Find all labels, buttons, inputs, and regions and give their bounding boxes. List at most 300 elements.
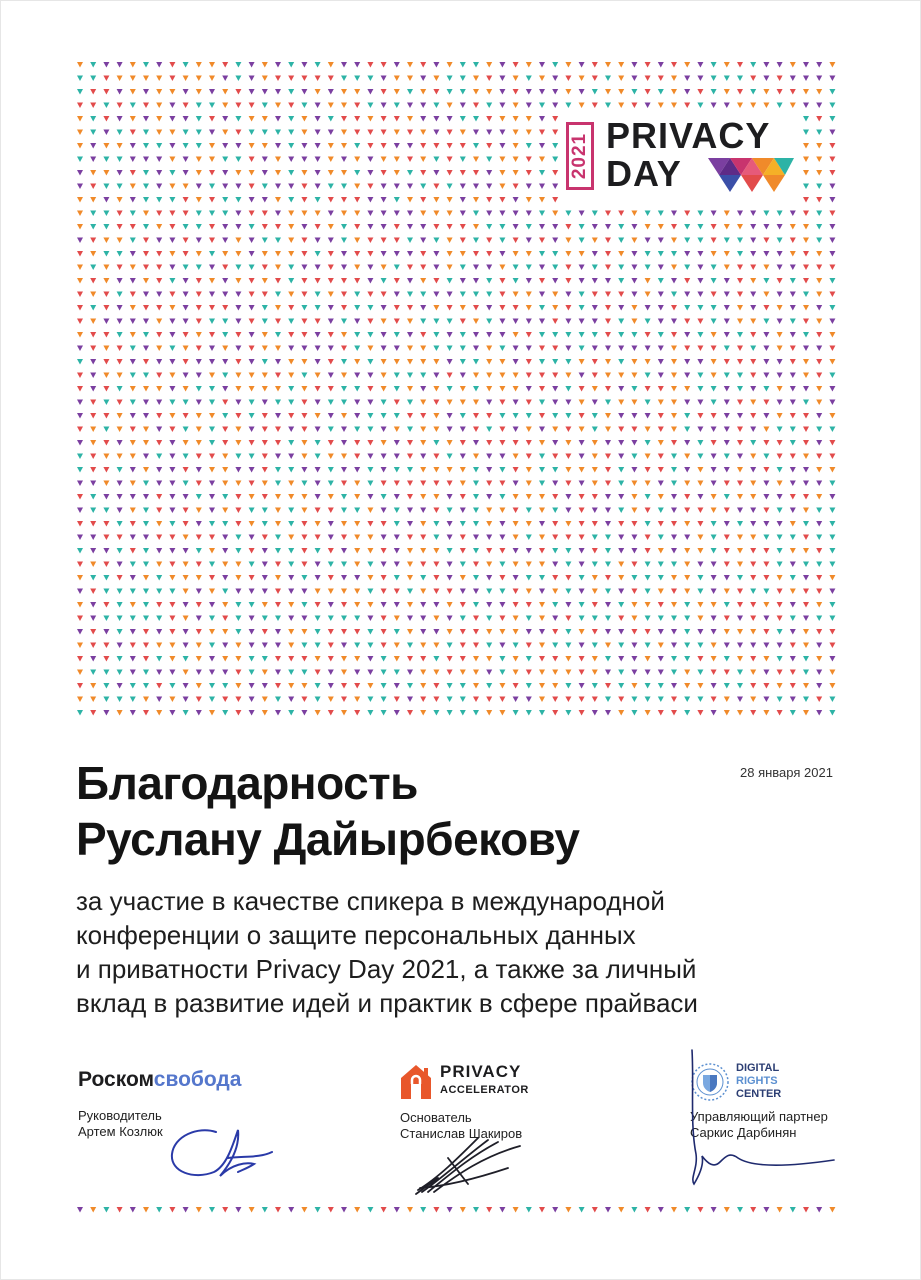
- pattern-triangle: [631, 278, 637, 284]
- pattern-triangle: [539, 224, 545, 230]
- pattern-triangle: [618, 697, 624, 703]
- pattern-triangle: [103, 265, 109, 271]
- pattern-triangle: [394, 278, 400, 284]
- pattern-triangle: [711, 697, 717, 703]
- pattern-triangle: [645, 1207, 651, 1213]
- pattern-triangle: [249, 170, 255, 176]
- pattern-triangle: [803, 278, 809, 284]
- pattern-triangle: [539, 386, 545, 392]
- pattern-triangle: [169, 143, 175, 149]
- pattern-triangle: [354, 116, 360, 122]
- pattern-triangle: [209, 629, 215, 635]
- pattern-triangle: [618, 400, 624, 406]
- pattern-triangle: [90, 710, 96, 716]
- pattern-triangle: [235, 413, 241, 419]
- pattern-triangle: [130, 643, 136, 649]
- pattern-triangle: [249, 62, 255, 68]
- pattern-triangle: [816, 454, 822, 460]
- pattern-triangle: [711, 575, 717, 581]
- pattern-triangle: [790, 494, 796, 500]
- pattern-triangle: [156, 319, 162, 325]
- pattern-triangle: [499, 346, 505, 352]
- pattern-triangle: [486, 616, 492, 622]
- pattern-triangle: [275, 1207, 281, 1213]
- pattern-triangle: [394, 400, 400, 406]
- pattern-triangle: [169, 62, 175, 68]
- pattern-triangle: [354, 265, 360, 271]
- pattern-triangle: [777, 332, 783, 338]
- pattern-triangle: [499, 521, 505, 527]
- pattern-triangle: [618, 562, 624, 568]
- pattern-triangle: [697, 305, 703, 311]
- pattern-triangle: [288, 602, 294, 608]
- pattern-triangle: [235, 251, 241, 257]
- pattern-triangle: [829, 76, 835, 82]
- pattern-triangle: [169, 535, 175, 541]
- pattern-triangle: [354, 197, 360, 203]
- pattern-triangle: [169, 548, 175, 554]
- pattern-triangle: [130, 332, 136, 338]
- pattern-triangle: [711, 535, 717, 541]
- pattern-triangle: [407, 602, 413, 608]
- pattern-triangle: [381, 197, 387, 203]
- pattern-triangle: [513, 157, 519, 163]
- pattern-triangle: [645, 710, 651, 716]
- pattern-triangle: [605, 508, 611, 514]
- pattern-triangle: [103, 359, 109, 365]
- pattern-triangle: [777, 589, 783, 595]
- pattern-triangle: [196, 467, 202, 473]
- pattern-triangle: [447, 602, 453, 608]
- pattern-triangle: [288, 116, 294, 122]
- pattern-triangle: [249, 292, 255, 298]
- pattern-triangle: [209, 251, 215, 257]
- pattern-triangle: [301, 238, 307, 244]
- pattern-triangle: [631, 292, 637, 298]
- pattern-triangle: [433, 251, 439, 257]
- pattern-triangle: [711, 292, 717, 298]
- pattern-triangle: [513, 562, 519, 568]
- pattern-triangle: [592, 575, 598, 581]
- pattern-triangle: [711, 373, 717, 379]
- pattern-triangle: [222, 346, 228, 352]
- pattern-triangle: [539, 440, 545, 446]
- pattern-triangle: [526, 62, 532, 68]
- pattern-triangle: [341, 373, 347, 379]
- pattern-triangle: [618, 278, 624, 284]
- pattern-triangle: [367, 157, 373, 163]
- pattern-triangle: [249, 211, 255, 217]
- pattern-triangle: [407, 697, 413, 703]
- pattern-triangle: [130, 386, 136, 392]
- pattern-triangle: [658, 481, 664, 487]
- pattern-triangle: [658, 332, 664, 338]
- pattern-triangle: [367, 76, 373, 82]
- pattern-triangle: [711, 494, 717, 500]
- pattern-triangle: [711, 89, 717, 95]
- pattern-triangle: [579, 440, 585, 446]
- pattern-triangle: [539, 157, 545, 163]
- pattern-triangle: [552, 697, 558, 703]
- signatory-name: Саркис Дарбинян: [690, 1125, 797, 1140]
- pattern-triangle: [262, 413, 268, 419]
- pattern-triangle: [697, 575, 703, 581]
- pattern-triangle: [381, 1207, 387, 1213]
- pattern-triangle: [407, 184, 413, 190]
- pattern-triangle: [169, 305, 175, 311]
- pattern-triangle: [618, 319, 624, 325]
- pattern-triangle: [196, 103, 202, 109]
- pattern-triangle: [262, 629, 268, 635]
- pattern-triangle: [447, 116, 453, 122]
- pattern-triangle: [499, 427, 505, 433]
- pattern-triangle: [790, 319, 796, 325]
- pattern-triangle: [631, 481, 637, 487]
- pattern-triangle: [631, 76, 637, 82]
- pattern-triangle: [341, 697, 347, 703]
- pattern-triangle: [605, 305, 611, 311]
- pattern-triangle: [301, 103, 307, 109]
- pattern-triangle: [288, 89, 294, 95]
- pattern-triangle: [605, 643, 611, 649]
- pattern-triangle: [645, 575, 651, 581]
- pattern-triangle: [499, 494, 505, 500]
- pattern-triangle: [803, 62, 809, 68]
- pattern-triangle: [407, 440, 413, 446]
- pattern-triangle: [513, 710, 519, 716]
- pattern-triangle: [433, 683, 439, 689]
- pattern-triangle: [671, 589, 677, 595]
- pattern-triangle: [631, 710, 637, 716]
- pattern-triangle: [249, 386, 255, 392]
- pattern-triangle: [513, 238, 519, 244]
- pattern-triangle: [829, 629, 835, 635]
- pattern-triangle: [235, 211, 241, 217]
- pattern-triangle: [196, 400, 202, 406]
- pattern-triangle: [499, 359, 505, 365]
- pattern-triangle: [803, 292, 809, 298]
- pattern-triangle: [341, 251, 347, 257]
- pattern-triangle: [407, 656, 413, 662]
- pattern-triangle: [341, 265, 347, 271]
- pattern-triangle: [381, 494, 387, 500]
- pattern-triangle: [77, 683, 83, 689]
- pattern-triangle: [262, 697, 268, 703]
- pattern-triangle: [222, 278, 228, 284]
- pattern-triangle: [711, 400, 717, 406]
- pattern-triangle: [341, 292, 347, 298]
- pattern-triangle: [684, 278, 690, 284]
- pattern-triangle: [829, 481, 835, 487]
- pattern-triangle: [724, 589, 730, 595]
- pattern-triangle: [592, 697, 598, 703]
- pattern-triangle: [697, 440, 703, 446]
- pattern-triangle: [750, 238, 756, 244]
- pattern-triangle: [697, 481, 703, 487]
- pattern-triangle: [354, 305, 360, 311]
- pattern-triangle: [183, 697, 189, 703]
- pattern-triangle: [262, 562, 268, 568]
- pattern-triangle: [777, 413, 783, 419]
- pattern-triangle: [697, 386, 703, 392]
- pattern-triangle: [618, 427, 624, 433]
- pattern-triangle: [354, 508, 360, 514]
- pattern-triangle: [499, 670, 505, 676]
- pattern-triangle: [724, 386, 730, 392]
- pattern-triangle: [579, 427, 585, 433]
- pattern-triangle: [750, 346, 756, 352]
- pattern-triangle: [315, 589, 321, 595]
- pattern-triangle: [354, 400, 360, 406]
- pattern-triangle: [77, 400, 83, 406]
- pattern-triangle: [671, 508, 677, 514]
- pattern-triangle: [631, 359, 637, 365]
- pattern-triangle: [420, 602, 426, 608]
- pattern-triangle: [750, 454, 756, 460]
- pattern-triangle: [816, 265, 822, 271]
- pattern-triangle: [473, 535, 479, 541]
- pattern-triangle: [341, 616, 347, 622]
- pattern-triangle: [394, 413, 400, 419]
- pattern-triangle: [829, 386, 835, 392]
- pattern-triangle: [790, 332, 796, 338]
- pattern-triangle: [645, 373, 651, 379]
- pattern-triangle: [117, 440, 123, 446]
- pattern-triangle: [486, 454, 492, 460]
- pattern-triangle: [222, 170, 228, 176]
- pattern-triangle: [249, 359, 255, 365]
- pattern-triangle: [737, 238, 743, 244]
- pattern-triangle: [790, 548, 796, 554]
- pattern-triangle: [592, 616, 598, 622]
- pattern-triangle: [315, 197, 321, 203]
- pattern-triangle: [209, 89, 215, 95]
- pattern-triangle: [711, 521, 717, 527]
- pattern-triangle: [367, 710, 373, 716]
- pa-logo-line-1: PRIVACY: [440, 1062, 522, 1081]
- pattern-triangle: [315, 116, 321, 122]
- pattern-triangle: [658, 710, 664, 716]
- pattern-triangle: [90, 494, 96, 500]
- pattern-triangle: [486, 116, 492, 122]
- pattern-triangle: [829, 697, 835, 703]
- pattern-triangle: [526, 76, 532, 82]
- pattern-triangle: [552, 616, 558, 622]
- pattern-triangle: [645, 265, 651, 271]
- pattern-triangle: [790, 1207, 796, 1213]
- pattern-triangle: [143, 224, 149, 230]
- pattern-triangle: [631, 1207, 637, 1213]
- pattern-triangle: [367, 130, 373, 136]
- pattern-triangle: [407, 481, 413, 487]
- pattern-triangle: [605, 427, 611, 433]
- pattern-triangle: [605, 494, 611, 500]
- pattern-triangle: [473, 548, 479, 554]
- pattern-triangle: [711, 467, 717, 473]
- pattern-triangle: [526, 319, 532, 325]
- pattern-triangle: [803, 346, 809, 352]
- pattern-triangle: [103, 116, 109, 122]
- pattern-triangle: [829, 508, 835, 514]
- pattern-triangle: [658, 265, 664, 271]
- pattern-triangle: [288, 413, 294, 419]
- pattern-triangle: [103, 616, 109, 622]
- pattern-triangle: [684, 359, 690, 365]
- pattern-triangle: [816, 616, 822, 622]
- pattern-triangle: [354, 481, 360, 487]
- pattern-triangle: [433, 670, 439, 676]
- pattern-triangle: [816, 710, 822, 716]
- pattern-triangle: [803, 211, 809, 217]
- pattern-triangle: [671, 76, 677, 82]
- pattern-triangle: [816, 467, 822, 473]
- pattern-triangle: [341, 89, 347, 95]
- pattern-triangle: [684, 292, 690, 298]
- pattern-triangle: [354, 562, 360, 568]
- pattern-triangle: [117, 359, 123, 365]
- pattern-triangle: [684, 494, 690, 500]
- pattern-triangle: [341, 643, 347, 649]
- pattern-triangle: [367, 508, 373, 514]
- pattern-triangle: [724, 440, 730, 446]
- pattern-triangle: [143, 197, 149, 203]
- pattern-triangle: [803, 143, 809, 149]
- pattern-triangle: [724, 602, 730, 608]
- pattern-triangle: [631, 602, 637, 608]
- pattern-triangle: [486, 548, 492, 554]
- pattern-triangle: [288, 292, 294, 298]
- pattern-triangle: [565, 103, 571, 109]
- pattern-triangle: [645, 454, 651, 460]
- pattern-triangle: [407, 103, 413, 109]
- pattern-triangle: [117, 292, 123, 298]
- pattern-triangle: [631, 427, 637, 433]
- pattern-triangle: [592, 103, 598, 109]
- pattern-triangle: [90, 265, 96, 271]
- pattern-triangle: [130, 683, 136, 689]
- pattern-triangle: [169, 683, 175, 689]
- pattern-triangle: [77, 184, 83, 190]
- pattern-triangle: [697, 643, 703, 649]
- pattern-triangle: [420, 251, 426, 257]
- pattern-triangle: [816, 386, 822, 392]
- pattern-triangle: [130, 562, 136, 568]
- pattern-triangle: [631, 440, 637, 446]
- pattern-triangle: [262, 62, 268, 68]
- pattern-triangle: [803, 589, 809, 595]
- pattern-triangle: [658, 413, 664, 419]
- pattern-triangle: [394, 589, 400, 595]
- pattern-triangle: [697, 103, 703, 109]
- pattern-triangle: [658, 386, 664, 392]
- pattern-triangle: [777, 238, 783, 244]
- pattern-triangle: [235, 76, 241, 82]
- pattern-triangle: [90, 602, 96, 608]
- pattern-triangle: [130, 170, 136, 176]
- pattern-triangle: [829, 251, 835, 257]
- pattern-triangle: [486, 575, 492, 581]
- pattern-triangle: [288, 197, 294, 203]
- pattern-triangle: [460, 170, 466, 176]
- pattern-triangle: [381, 454, 387, 460]
- pattern-triangle: [658, 670, 664, 676]
- pattern-triangle: [658, 683, 664, 689]
- pattern-triangle: [447, 130, 453, 136]
- pattern-triangle: [407, 413, 413, 419]
- pattern-triangle: [315, 346, 321, 352]
- pattern-triangle: [671, 643, 677, 649]
- pattern-triangle: [209, 670, 215, 676]
- pattern-triangle: [433, 305, 439, 311]
- pattern-triangle: [539, 143, 545, 149]
- pattern-triangle: [420, 265, 426, 271]
- pattern-triangle: [341, 278, 347, 284]
- pattern-triangle: [394, 103, 400, 109]
- pattern-triangle: [737, 454, 743, 460]
- pattern-triangle: [460, 76, 466, 82]
- pattern-triangle: [209, 413, 215, 419]
- pattern-triangle: [658, 508, 664, 514]
- pattern-triangle: [394, 238, 400, 244]
- pattern-triangle: [499, 467, 505, 473]
- pattern-triangle: [433, 575, 439, 581]
- pattern-triangle: [539, 62, 545, 68]
- pattern-triangle: [117, 602, 123, 608]
- pattern-triangle: [235, 143, 241, 149]
- pattern-triangle: [433, 76, 439, 82]
- pattern-triangle: [499, 305, 505, 311]
- pattern-triangle: [288, 494, 294, 500]
- pattern-triangle: [367, 440, 373, 446]
- pattern-triangle: [169, 413, 175, 419]
- pattern-triangle: [552, 224, 558, 230]
- pattern-triangle: [486, 292, 492, 298]
- pattern-triangle: [645, 211, 651, 217]
- pattern-triangle: [605, 535, 611, 541]
- pattern-triangle: [829, 535, 835, 541]
- pattern-triangle: [103, 278, 109, 284]
- pattern-triangle: [130, 292, 136, 298]
- pattern-triangle: [262, 656, 268, 662]
- pattern-triangle: [486, 670, 492, 676]
- pattern-triangle: [354, 143, 360, 149]
- pattern-triangle: [143, 170, 149, 176]
- pattern-triangle: [407, 292, 413, 298]
- pattern-triangle: [697, 521, 703, 527]
- pattern-triangle: [328, 89, 334, 95]
- pattern-triangle: [460, 683, 466, 689]
- pattern-triangle: [552, 76, 558, 82]
- pattern-triangle: [275, 494, 281, 500]
- pattern-triangle: [579, 494, 585, 500]
- drc-logo-line-2: RIGHTS: [736, 1075, 778, 1087]
- pattern-triangle: [658, 292, 664, 298]
- pattern-triangle: [315, 386, 321, 392]
- pattern-triangle: [460, 116, 466, 122]
- pattern-triangle: [315, 413, 321, 419]
- pattern-triangle: [645, 238, 651, 244]
- pattern-triangle: [486, 346, 492, 352]
- pattern-triangle: [763, 238, 769, 244]
- pattern-triangle: [341, 521, 347, 527]
- pattern-triangle: [684, 332, 690, 338]
- pattern-triangle: [328, 170, 334, 176]
- pattern-triangle: [816, 305, 822, 311]
- pattern-triangle: [671, 602, 677, 608]
- pattern-triangle: [460, 629, 466, 635]
- pattern-triangle: [539, 535, 545, 541]
- pattern-triangle: [130, 224, 136, 230]
